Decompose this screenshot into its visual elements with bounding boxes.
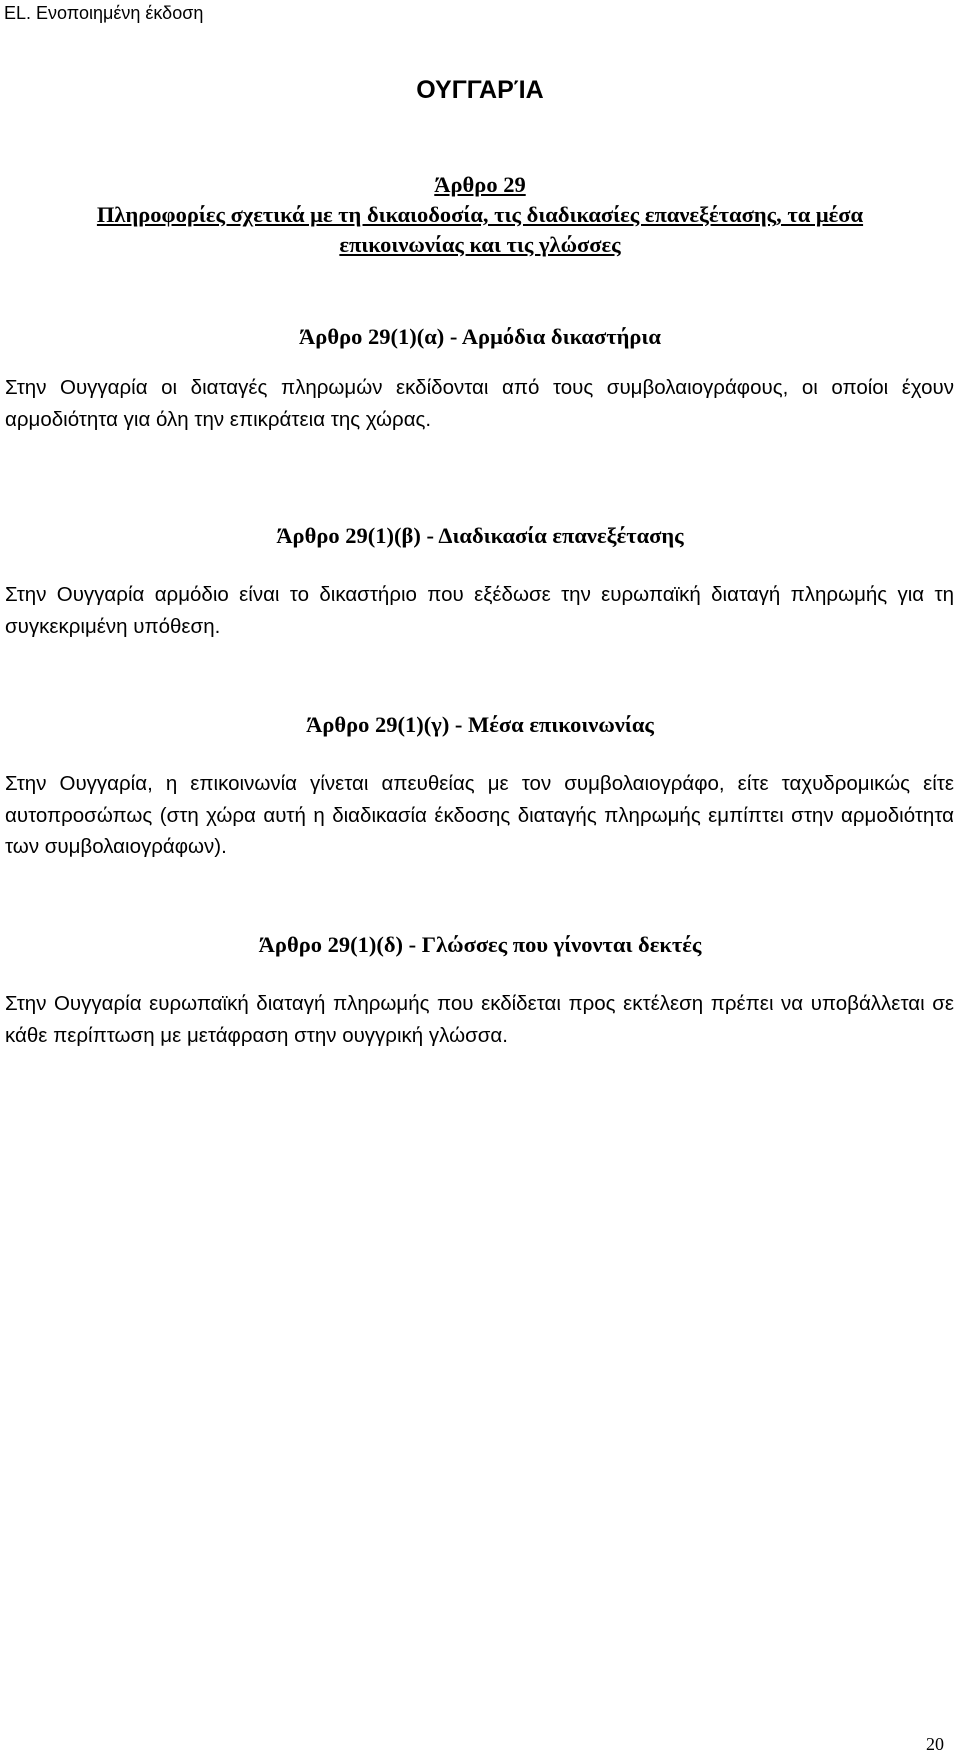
article-number: Άρθρο 29 <box>434 172 526 197</box>
section-body: Στην Ουγγαρία οι διαταγές πληρωμών εκδίδονται από τους συμβολαιογράφους, οι οποίοι έχουν αρμοδιότητα για όλη την επικράτεια της χώρας. <box>5 376 954 431</box>
section-accepted-languages <box>0 930 960 1051</box>
page-number: 20 <box>926 1734 944 1754</box>
document-version-header: EL. Ενοποιημένη έκδοση <box>4 3 204 23</box>
article-title-line-2: επικοινωνίας και τις γλώσσες <box>339 232 621 257</box>
section-competent-courts <box>0 322 960 435</box>
section-title: Άρθρο 29(1)(α) - Αρμόδια δικαστήρια <box>299 324 661 349</box>
section-body: Στην Ουγγαρία ευρωπαϊκή διαταγή πληρωμής που εκδίδεται προς εκτέλεση πρέπει να υποβάλλεται σε κάθε περίπτωση με μετάφραση στην ουγγρική γλώσσα. <box>5 992 954 1047</box>
section-title: Άρθρο 29(1)(β) - Διαδικασία επανεξέτασης <box>276 523 684 548</box>
article-heading <box>0 170 960 260</box>
section-means-of-communication <box>0 710 960 863</box>
section-body: Στην Ουγγαρία αρμόδιο είναι το δικαστήριο που εξέδωσε την ευρωπαϊκή διαταγή πληρωμής για τη συγκεκριμένη υπόθεση. <box>5 583 954 638</box>
section-title: Άρθρο 29(1)(δ) - Γλώσσες που γίνονται δεκτές <box>258 932 702 957</box>
article-title-line-1: Πληροφορίες σχετικά με τη δικαιοδοσία, τις διαδικασίες επανεξέτασης, τα μέσα <box>96 202 864 227</box>
country-title: ΟΥΓΓΑΡΊΑ <box>416 76 544 104</box>
section-review-procedure <box>0 521 960 642</box>
section-title: Άρθρο 29(1)(γ) - Μέσα επικοινωνίας <box>306 712 654 737</box>
section-body: Στην Ουγγαρία, η επικοινωνία γίνεται απευθείας με τον συμβολαιογράφο, είτε ταχυδρομικώς είτε αυτοπροσώπως (στη χώρα αυτή η διαδικασία έκδοσης διαταγής πληρωμής εμπίπτει στην αρμοδιότητα των συμβολαιογράφων). <box>5 772 954 858</box>
